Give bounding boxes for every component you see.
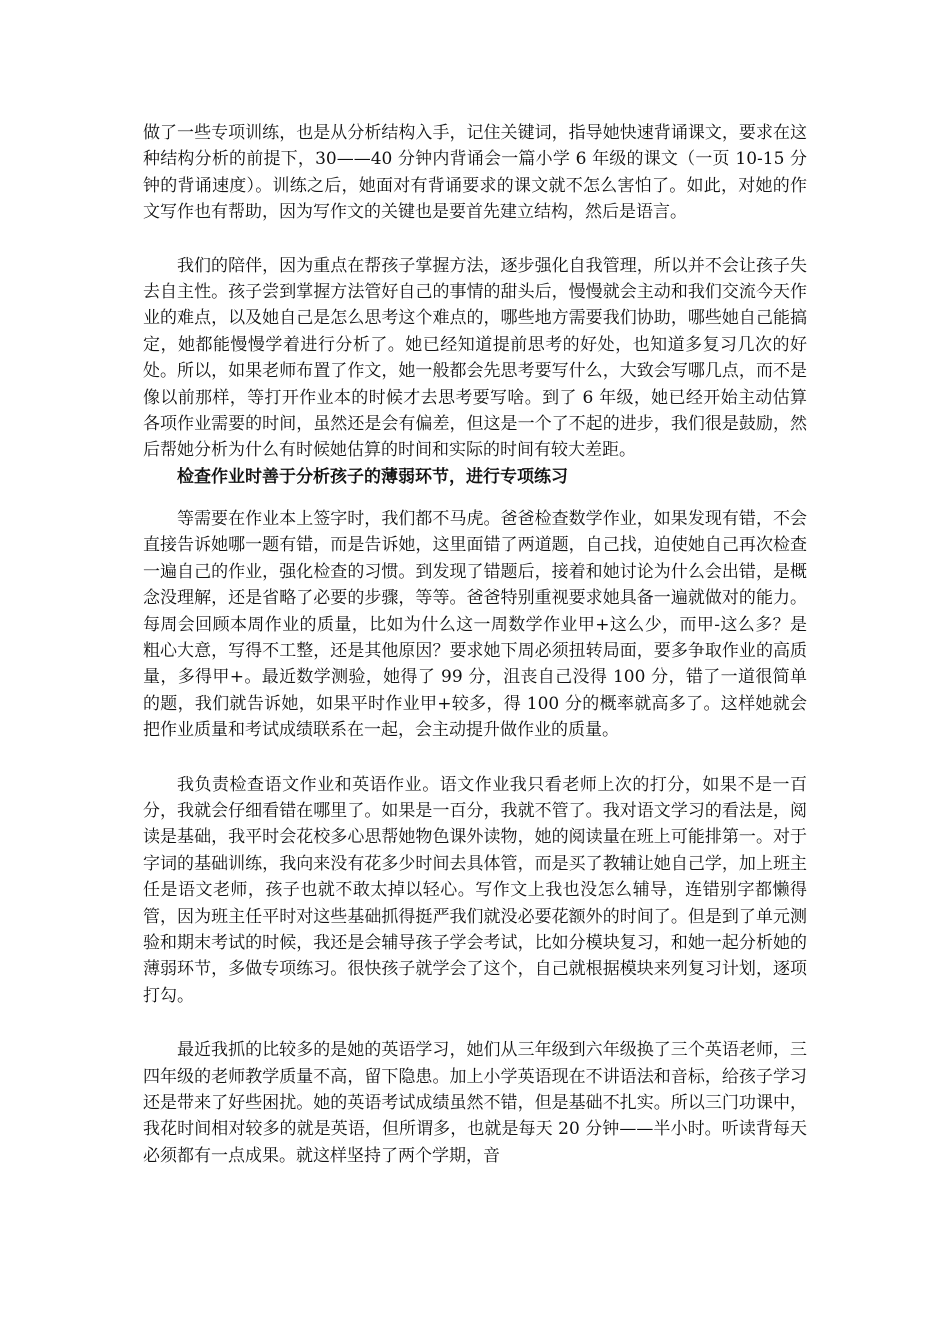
paragraph-english-study: 最近我抓的比较多的是她的英语学习，她们从三年级到六年级换了三个英语老师，三四年级的老师教学质量不高，留下隐患。加上小学英语现在不讲语法和音标，给孩子学习还是带来了好些困扰。她的英语考试成绩虽然不错，但是基础不扎实。所以三门功课中，我花时间相对较多的就是英语，但所谓多，也就是每天 20 分钟——半小时。听读背每天必须都有一点成果。就这样坚持了两个学期，音	[143, 1040, 807, 1166]
paragraph-companionship: 我们的陪伴，因为重点在帮孩子掌握方法，逐步强化自我管理，所以并不会让孩子失去自主性。孩子尝到掌握方法管好自己的事情的甜头后，慢慢就会主动和我们交流今天作业的难点，以及她自己是怎么思考这个难点的，哪些地方需要我们协助，哪些她自己能搞定，她都能慢慢学着进行分析了。她已经知道提前思考的好处，也知道多复习几次的好处。所以，如果老师布置了作文，她一般都会先思考要写什么，大致会写哪几点，而不是像以前那样，等打开作业本的时候才去思考要写啥。到了 6 年级，她已经开始主动估算各项作业需要的时间，虽然还是会有偏差，但这是一个了不起的进步，我们很是鼓励，然后帮她分析为什么有时候她估算的时间和实际的时间有较大差距。	[143, 255, 807, 461]
document-page	[143, 120, 807, 1169]
paragraph-chinese-english-check: 我负责检查语文作业和英语作业。语文作业我只看老师上次的打分，如果不是一百分，我就会仔细看错在哪里了。如果是一百分，我就不管了。我对语文学习的看法是，阅读是基础，我平时会花校多心思帮她物色课外读物，她的阅读量在班上可能排第一。对于字词的基础训练，我向来没有花多少时间去具体管，而是买了教辅让她自己学，加上班主任是语文老师，孩子也就不敢太掉以轻心。写作文上我也没怎么辅导，连错别字都懒得管，因为班主任平时对这些基础抓得挺严我们就没必要花额外的时间了。但是到了单元测验和期末考试的时候，我还是会辅导孩子学会考试，比如分模块复习，和她一起分析她的薄弱环节，多做专项练习。很快孩子就学会了这个，自己就根据模块来列复习计划，逐项打勾。	[143, 774, 807, 1006]
paragraph-math-check: 等需要在作业本上签字时，我们都不马虎。爸爸检查数学作业，如果发现有错，不会直接告诉她哪一题有错，而是告诉她，这里面错了两道题，自己找，迫使她自己再次检查一遍自己的作业，强化检查的习惯。到发现了错题后，接着和她讨论为什么会出错，是概念没理解，还是省略了必要的步骤，等等。爸爸特别重视要求她具备一遍就做对的能力。每周会回顾本周作业的质量，比如为什么这一周数学作业甲+这么少，而甲-这么多？是粗心大意，写得不工整，还是其他原因？要求她下周必须扭转局面，要多争取作业的高质量，多得甲+。最近数学测验，她得了 99 分，沮丧自己没得 100 分，错了一道很简单的题，我们就告诉她，如果平时作业甲+较多，得 100 分的概率就高多了。这样她就会把作业质量和考试成绩联系在一起，会主动提升做作业的质量。	[143, 508, 807, 741]
section-heading: 检查作业时善于分析孩子的薄弱环节，进行专项练习	[177, 466, 568, 487]
paragraph-continued: 做了一些专项训练，也是从分析结构入手，记住关键词，指导她快速背诵课文，要求在这种结构分析的前提下，30——40 分钟内背诵会一篇小学 6 年级的课文（一页 10-15 分钟的背诵速度）。训练之后，她面对有背诵要求的课文就不怎么害怕了。如此，对她的作文写作也有帮助，因为写作文的关键也是要首先建立结构，然后是语言。	[143, 123, 807, 223]
